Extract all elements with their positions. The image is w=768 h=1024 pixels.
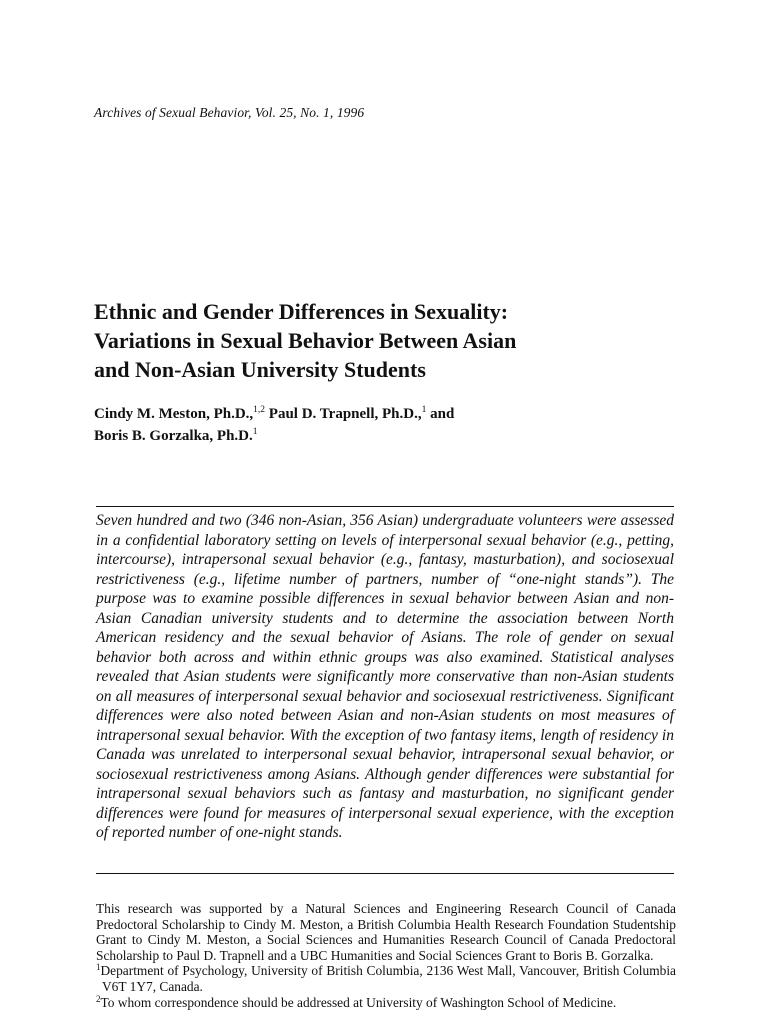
author-list xyxy=(94,403,694,447)
footnote-marker: 1 xyxy=(96,962,101,973)
journal-citation: Archives of Sexual Behavior, Vol. 25, No. 1, 1996 xyxy=(94,105,365,120)
footnote-text: To whom correspondence should be addressed at University of Washington School of Medicine. xyxy=(100,994,617,1010)
title-line-3: and Non-Asian University Students xyxy=(94,357,426,382)
abstract-bottom-rule xyxy=(96,873,674,874)
author-affiliation-marker: 1 xyxy=(421,405,427,415)
author-affiliation-marker: 1 xyxy=(252,427,258,437)
author-name: Boris B. Gorzalka, Ph.D. xyxy=(94,428,253,444)
footnote-text: Department of Psychology, University of British Columbia, 2136 West Mall, Vancouver, British Columbia V6T 1Y7, Canada. xyxy=(100,963,676,994)
author-line-2 xyxy=(94,425,694,447)
author-line-1 xyxy=(94,403,694,425)
article-title xyxy=(94,297,694,384)
footnote-marker: 2 xyxy=(96,993,101,1004)
abstract-text: Seven hundred and two (346 non-Asian, 356 Asian) undergraduate volunteers were assessed in a confidential laboratory setting on levels of interpersonal sexual behavior (e.g., petting, intercourse), intrapersonal sexual behavior (e.g., fantasy, masturbation), and sociosexual restrictiveness (e.g., lifetime number of partners, number of “one-night stands”). The purpose was to examine possible differences in sexual behavior between Asian and non-Asian Canadian university students and to determine the association between North American residency and the sexual behavior of Asians. The role of gender on sexual behavior both across and within ethnic groups was also examined. Statistical analyses revealed that Asian students were significantly more conservative than non-Asian students on all measures of interpersonal sexual behavior and sociosexual restrictiveness. Significant differences were also noted between Asian and non-Asian students on most measures of intrapersonal sexual behavior. With the exception of two fantasy items, length of residency in Canada was unrelated to interpersonal sexual behavior, intrapersonal sexual behavior, or sociosexual restrictiveness among Asians. Although gender differences were substantial for intrapersonal sexual behaviors such as fantasy and masturbation, no significant gender differences were found for measures of interpersonal sexual experience, with the exception of reported number of one-night stands. xyxy=(96,512,674,841)
author-conjunction: and xyxy=(430,406,455,422)
author-name: Paul D. Trapnell, Ph.D., xyxy=(268,406,422,422)
footnotes xyxy=(96,901,676,1010)
abstract-top-rule xyxy=(96,506,674,507)
title-line-1: Ethnic and Gender Differences in Sexuality: xyxy=(94,299,509,324)
correspondence-footnote xyxy=(96,995,676,1011)
affiliation-footnote xyxy=(96,963,676,994)
author-name: Cindy M. Meston, Ph.D., xyxy=(94,406,254,422)
funding-footnote: This research was supported by a Natural Sciences and Engineering Research Council of Canada Predoctoral Scholarship to Cindy M. Meston, a British Columbia Health Research Foundation Studentship Grant to Cindy M. Meston, a Social Sciences and Humanities Research Council of Canada Predoctoral Scholarship to Paul D. Trapnell and a UBC Humanities and Social Sciences Grant to Boris B. Gorzalka. xyxy=(96,901,676,963)
author-affiliation-marker: 1,2 xyxy=(253,405,266,415)
title-line-2: Variations in Sexual Behavior Between Asian xyxy=(94,328,517,353)
